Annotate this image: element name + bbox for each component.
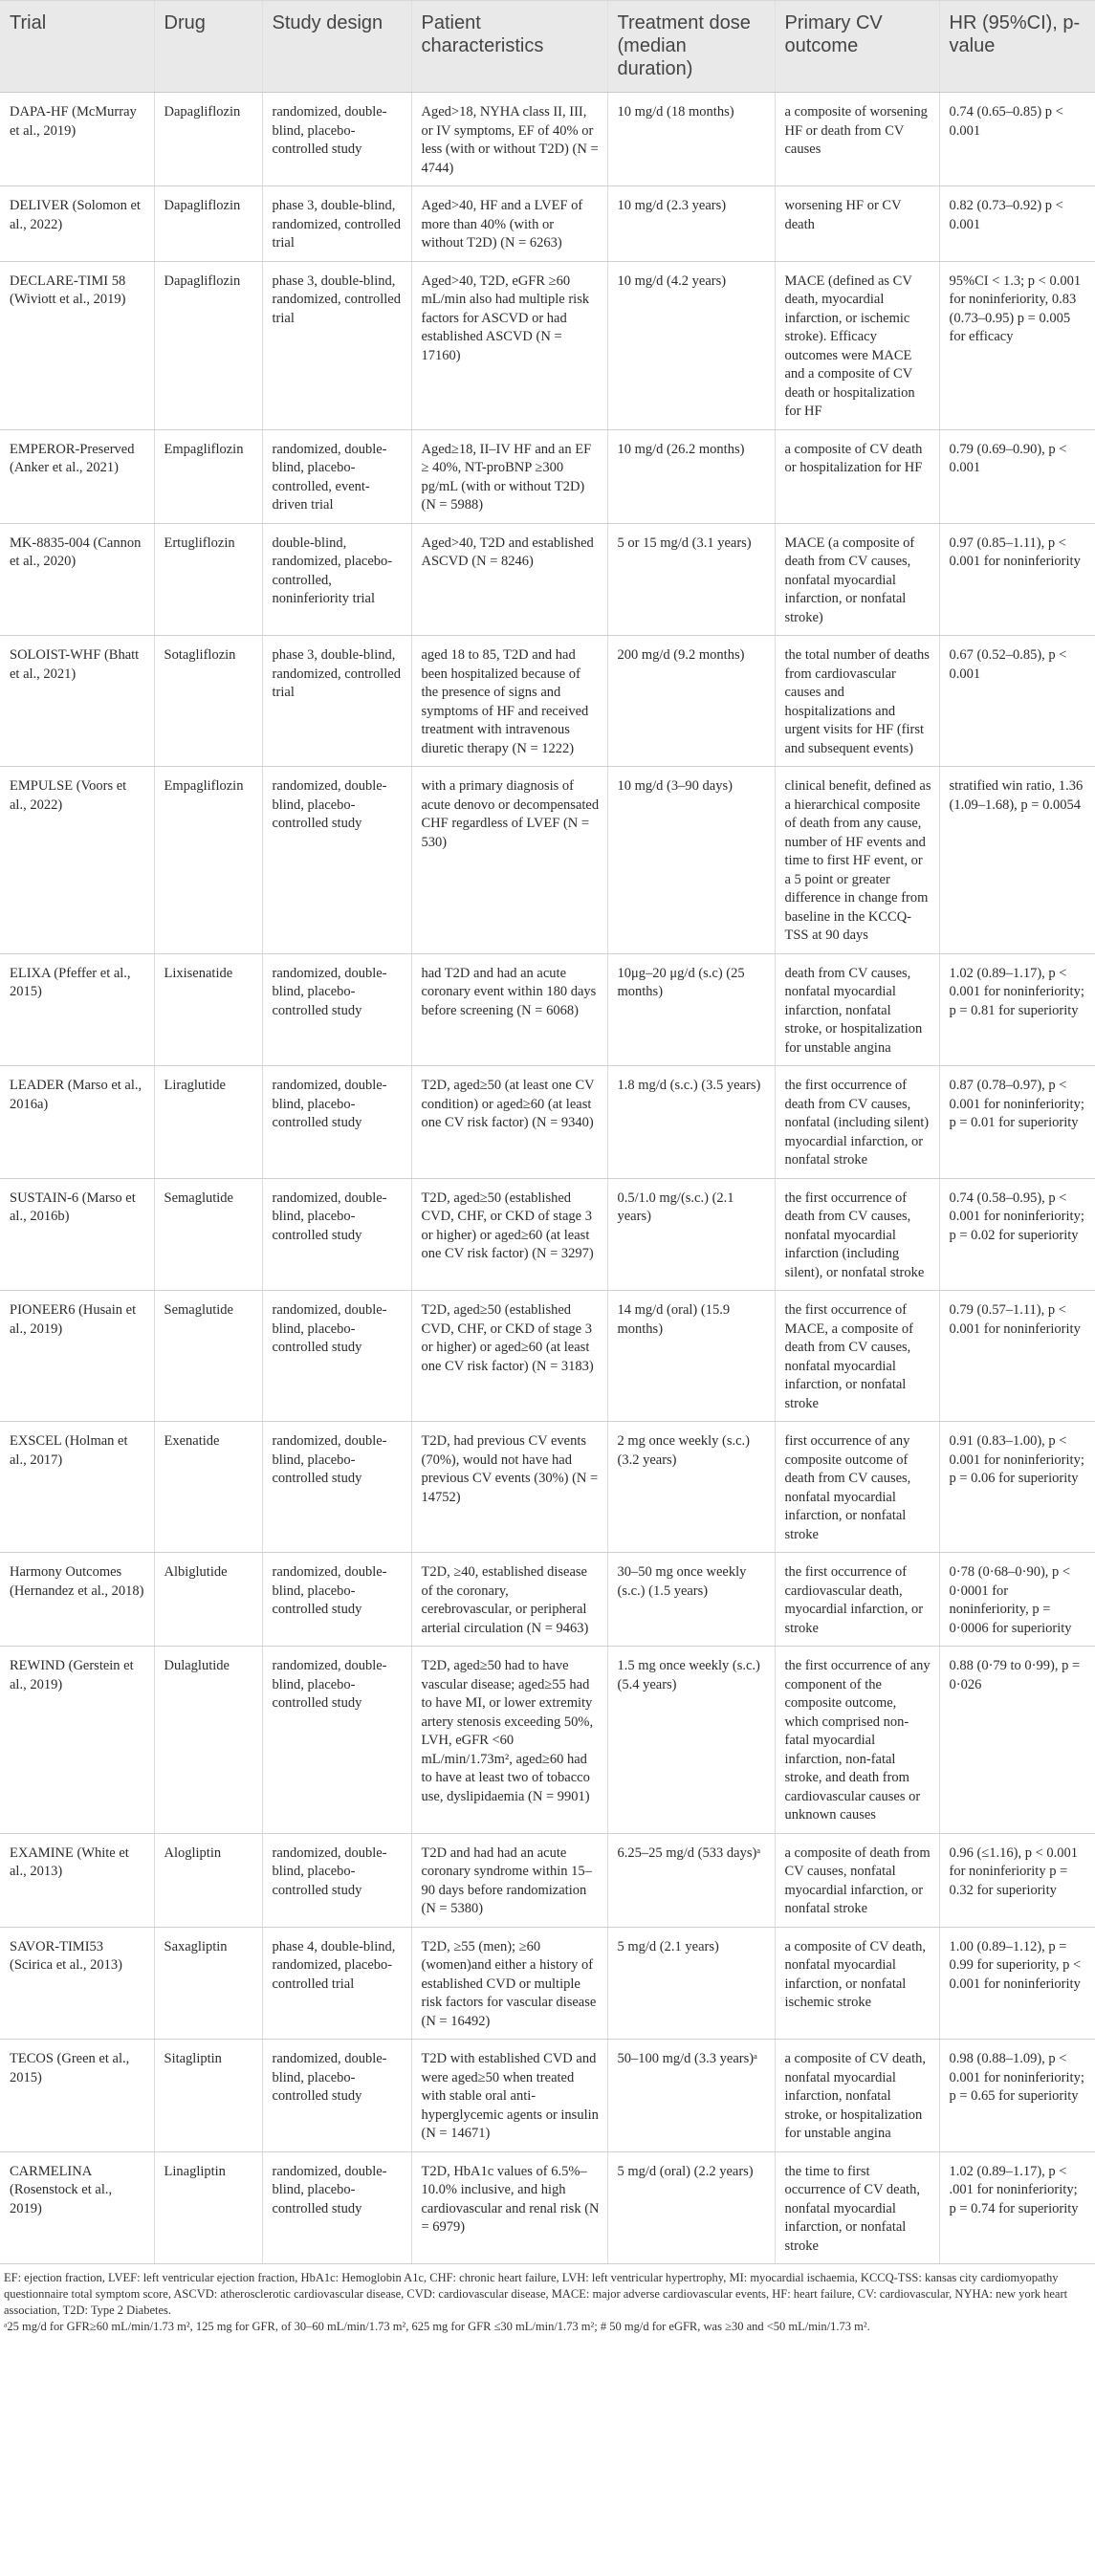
cell-trial: SOLOIST-WHF (Bhatt et al., 2021): [0, 636, 154, 767]
cell-primary-cv-outcome: a composite of CV death, nonfatal myocardial infarction, nonfatal stroke, or hospitalization for unstable angina: [775, 2040, 939, 2152]
cell-patient-characteristics: had T2D and had an acute coronary event within 180 days before screening (N = 6068): [411, 953, 607, 1066]
cell-drug: Semaglutide: [154, 1178, 262, 1291]
header-drug: Drug: [154, 1, 262, 93]
cell-primary-cv-outcome: a composite of CV death, nonfatal myocardial infarction, or nonfatal ischemic stroke: [775, 1927, 939, 2040]
cell-trial: ELIXA (Pfeffer et al., 2015): [0, 953, 154, 1066]
cell-hr-pvalue: 0.79 (0.57–1.11), p < 0.001 for noninferiority: [939, 1291, 1095, 1422]
table-header-row: [0, 1, 1095, 93]
cell-primary-cv-outcome: first occurrence of any composite outcome of death from CV causes, nonfatal myocardial infarction, or nonfatal stroke: [775, 1422, 939, 1553]
cell-primary-cv-outcome: MACE (defined as CV death, myocardial infarction, or ischemic stroke). Efficacy outcomes were MACE and a composite of CV death or hospitalization for HF: [775, 261, 939, 429]
cell-trial: Harmony Outcomes (Hernandez et al., 2018): [0, 1553, 154, 1647]
cell-drug: Empagliflozin: [154, 767, 262, 954]
table-row: [0, 523, 1095, 636]
header-trial: Trial: [0, 1, 154, 93]
cell-hr-pvalue: 0·78 (0·68–0·90), p < 0·0001 for noninferiority, p = 0·0006 for superiority: [939, 1553, 1095, 1647]
cell-study-design: double-blind, randomized, placebo-controlled, noninferiority trial: [262, 523, 411, 636]
cell-primary-cv-outcome: the total number of deaths from cardiovascular causes and hospitalizations and urgent visits for HF (first and subsequent events): [775, 636, 939, 767]
cell-hr-pvalue: 1.02 (0.89–1.17), p < .001 for noninferiority; p = 0.74 for superiority: [939, 2151, 1095, 2264]
cell-trial: EMPEROR-Preserved (Anker et al., 2021): [0, 429, 154, 523]
cell-hr-pvalue: stratified win ratio, 1.36 (1.09–1.68), p = 0.0054: [939, 767, 1095, 954]
footnote-dose: ᵃ25 mg/d for GFR≥60 mL/min/1.73 m², 125 mg for GFR, of 30–60 mL/min/1.73 m², 625 mg for GFR ≤30 mL/min/1.73 m²; # 50 mg/d for eGFR, was ≥30 and <50 mL/min/1.73 m².: [4, 2320, 870, 2333]
header-hr-pvalue: HR (95%CI), p-value: [939, 1, 1095, 93]
cell-study-design: randomized, double-blind, placebo-controlled study: [262, 1833, 411, 1927]
cell-hr-pvalue: 0.88 (0·79 to 0·99), p = 0·026: [939, 1647, 1095, 1834]
cell-study-design: randomized, double-blind, placebo-controlled study: [262, 2040, 411, 2152]
cell-treatment-dose: 6.25–25 mg/d (533 days)ᵃ: [607, 1833, 775, 1927]
cell-study-design: randomized, double-blind, placebo-controlled study: [262, 1178, 411, 1291]
cell-trial: SUSTAIN-6 (Marso et al., 2016b): [0, 1178, 154, 1291]
cell-hr-pvalue: 1.02 (0.89–1.17), p < 0.001 for noninferiority; p = 0.81 for superiority: [939, 953, 1095, 1066]
cell-drug: Exenatide: [154, 1422, 262, 1553]
cell-treatment-dose: 5 mg/d (2.1 years): [607, 1927, 775, 2040]
cell-treatment-dose: 30–50 mg once weekly (s.c.) (1.5 years): [607, 1553, 775, 1647]
cell-drug: Empagliflozin: [154, 429, 262, 523]
cell-drug: Lixisenatide: [154, 953, 262, 1066]
cell-primary-cv-outcome: the first occurrence of death from CV causes, nonfatal myocardial infarction (including silent), or nonfatal stroke: [775, 1178, 939, 1291]
cell-treatment-dose: 5 or 15 mg/d (3.1 years): [607, 523, 775, 636]
table-row: [0, 636, 1095, 767]
header-study-design: Study design: [262, 1, 411, 93]
table-row: [0, 1291, 1095, 1422]
cell-treatment-dose: 50–100 mg/d (3.3 years)ᵃ: [607, 2040, 775, 2152]
table-row: [0, 2040, 1095, 2152]
cell-hr-pvalue: 0.67 (0.52–0.85), p < 0.001: [939, 636, 1095, 767]
cell-trial: MK-8835-004 (Cannon et al., 2020): [0, 523, 154, 636]
cell-treatment-dose: 10 mg/d (18 months): [607, 93, 775, 186]
cell-drug: Dulaglutide: [154, 1647, 262, 1834]
header-patient-characteristics: Patient characteristics: [411, 1, 607, 93]
cell-trial: SAVOR-TIMI53 (Scirica et al., 2013): [0, 1927, 154, 2040]
table-row: [0, 953, 1095, 1066]
cell-treatment-dose: 10 mg/d (26.2 months): [607, 429, 775, 523]
cell-trial: CARMELINA (Rosenstock et al., 2019): [0, 2151, 154, 2264]
cell-drug: Semaglutide: [154, 1291, 262, 1422]
cell-patient-characteristics: Aged>40, T2D and established ASCVD (N = 8246): [411, 523, 607, 636]
cell-trial: LEADER (Marso et al., 2016a): [0, 1066, 154, 1179]
cell-primary-cv-outcome: the first occurrence of MACE, a composite of death from CV causes, nonfatal myocardial infarction, or nonfatal stroke: [775, 1291, 939, 1422]
footnote-abbreviations: EF: ejection fraction, LVEF: left ventricular ejection fraction, HbA1c: Hemoglobin A1c, CHF: chronic heart failure, LVH: left ventricular hypertrophy, MI: myocardial ischaemia, KCCQ-TSS: kansas city cardiomyopathy questionnaire total symptom score, ASCVD: atherosclerotic cardiovascular disease, CVD: cardiovascular disease, MACE: major adverse cardiovascular events, HF: heart failure, CV: cardiovascular, NYHA: new york heart association, T2D: Type 2 Diabetes.: [4, 2271, 1068, 2317]
cell-primary-cv-outcome: a composite of worsening HF or death from CV causes: [775, 93, 939, 186]
cell-primary-cv-outcome: MACE (a composite of death from CV causes, nonfatal myocardial infarction, or nonfatal stroke): [775, 523, 939, 636]
cell-hr-pvalue: 0.82 (0.73–0.92) p < 0.001: [939, 186, 1095, 262]
table-row: [0, 93, 1095, 186]
cell-treatment-dose: 10 mg/d (2.3 years): [607, 186, 775, 262]
cell-drug: Dapagliflozin: [154, 186, 262, 262]
cell-trial: EXAMINE (White et al., 2013): [0, 1833, 154, 1927]
cell-hr-pvalue: 0.97 (0.85–1.11), p < 0.001 for noninferiority: [939, 523, 1095, 636]
table-row: [0, 1927, 1095, 2040]
cell-patient-characteristics: T2D, aged≥50 (established CVD, CHF, or CKD of stage 3 or higher) or aged≥60 (at least one CV risk factor) (N = 3183): [411, 1291, 607, 1422]
cell-study-design: phase 3, double-blind, randomized, controlled trial: [262, 186, 411, 262]
table-row: [0, 1422, 1095, 1553]
cell-patient-characteristics: Aged>40, HF and a LVEF of more than 40% (with or without T2D) (N = 6263): [411, 186, 607, 262]
cell-primary-cv-outcome: worsening HF or CV death: [775, 186, 939, 262]
cell-drug: Ertugliflozin: [154, 523, 262, 636]
cell-patient-characteristics: Aged>18, NYHA class II, III, or IV symptoms, EF of 40% or less (with or without T2D) (N = 4744): [411, 93, 607, 186]
table-row: [0, 186, 1095, 262]
cell-primary-cv-outcome: death from CV causes, nonfatal myocardial infarction, nonfatal stroke, or hospitalization for unstable angina: [775, 953, 939, 1066]
cell-study-design: randomized, double-blind, placebo-controlled study: [262, 2151, 411, 2264]
table-row: [0, 1066, 1095, 1179]
cell-trial: EMPULSE (Voors et al., 2022): [0, 767, 154, 954]
cell-study-design: randomized, double-blind, placebo-controlled, event-driven trial: [262, 429, 411, 523]
cell-hr-pvalue: 0.98 (0.88–1.09), p < 0.001 for noninferiority; p = 0.65 for superiority: [939, 2040, 1095, 2152]
cell-study-design: randomized, double-blind, placebo-controlled study: [262, 1647, 411, 1834]
cell-patient-characteristics: Aged≥18, II–IV HF and an EF ≥ 40%, NT-proBNP ≥300 pg/mL (with or without T2D) (N = 5988): [411, 429, 607, 523]
cell-drug: Linagliptin: [154, 2151, 262, 2264]
cell-drug: Dapagliflozin: [154, 261, 262, 429]
cell-hr-pvalue: 95%CI < 1.3; p < 0.001 for noninferiority, 0.83 (0.73–0.95) p = 0.005 for efficacy: [939, 261, 1095, 429]
cell-patient-characteristics: T2D, aged≥50 (established CVD, CHF, or CKD of stage 3 or higher) or aged≥60 (at least one CV risk factor) (N = 3297): [411, 1178, 607, 1291]
cell-hr-pvalue: 0.79 (0.69–0.90), p < 0.001: [939, 429, 1095, 523]
header-primary-cv-outcome: Primary CV outcome: [775, 1, 939, 93]
cell-trial: TECOS (Green et al., 2015): [0, 2040, 154, 2152]
cell-patient-characteristics: T2D, had previous CV events (70%), would not have had previous CV events (30%) (N = 14752): [411, 1422, 607, 1553]
cell-treatment-dose: 0.5/1.0 mg/(s.c.) (2.1 years): [607, 1178, 775, 1291]
cell-primary-cv-outcome: a composite of death from CV causes, nonfatal myocardial infarction, or nonfatal stroke: [775, 1833, 939, 1927]
cell-trial: DECLARE-TIMI 58 (Wiviott et al., 2019): [0, 261, 154, 429]
cell-hr-pvalue: 0.74 (0.58–0.95), p < 0.001 for noninferiority; p = 0.02 for superiority: [939, 1178, 1095, 1291]
cell-drug: Albiglutide: [154, 1553, 262, 1647]
cell-hr-pvalue: 1.00 (0.89–1.12), p = 0.99 for superiority, p < 0.001 for noninferiority: [939, 1927, 1095, 2040]
cell-study-design: phase 3, double-blind, randomized, controlled trial: [262, 261, 411, 429]
cell-study-design: phase 4, double-blind, randomized, placebo-controlled trial: [262, 1927, 411, 2040]
table-row: [0, 1647, 1095, 1834]
cell-treatment-dose: 10 mg/d (3–90 days): [607, 767, 775, 954]
cell-treatment-dose: 5 mg/d (oral) (2.2 years): [607, 2151, 775, 2264]
table-row: [0, 2151, 1095, 2264]
cell-study-design: randomized, double-blind, placebo-controlled study: [262, 1291, 411, 1422]
cell-primary-cv-outcome: the first occurrence of cardiovascular death, myocardial infarction, or stroke: [775, 1553, 939, 1647]
table-body: [0, 93, 1095, 2264]
cell-study-design: randomized, double-blind, placebo-controlled study: [262, 1553, 411, 1647]
table-row: [0, 261, 1095, 429]
cell-drug: Alogliptin: [154, 1833, 262, 1927]
cell-patient-characteristics: T2D, aged≥50 had to have vascular disease; aged≥55 had to have MI, or lower extremity artery stenosis exceeding 50%, LVH, eGFR <60 mL/min/1.73m², aged≥60 had to have at least two of tobacco use, dyslipidaemia (N = 9901): [411, 1647, 607, 1834]
cell-patient-characteristics: T2D, HbA1c values of 6.5%–10.0% inclusive, and high cardiovascular and renal risk (N = 6979): [411, 2151, 607, 2264]
cell-treatment-dose: 200 mg/d (9.2 months): [607, 636, 775, 767]
cell-hr-pvalue: 0.91 (0.83–1.00), p < 0.001 for noninferiority; p = 0.06 for superiority: [939, 1422, 1095, 1553]
cell-patient-characteristics: aged 18 to 85, T2D and had been hospitalized because of the presence of signs and symptoms of HF and received treatment with intravenous diuretic therapy (N = 1222): [411, 636, 607, 767]
table-row: [0, 429, 1095, 523]
cell-trial: PIONEER6 (Husain et al., 2019): [0, 1291, 154, 1422]
cell-treatment-dose: 1.5 mg once weekly (s.c.) (5.4 years): [607, 1647, 775, 1834]
cell-primary-cv-outcome: a composite of CV death or hospitalization for HF: [775, 429, 939, 523]
cell-patient-characteristics: with a primary diagnosis of acute denovo or decompensated CHF regardless of LVEF (N = 530): [411, 767, 607, 954]
table-row: [0, 1178, 1095, 1291]
cell-hr-pvalue: 0.96 (≤1.16), p < 0.001 for noninferiority p = 0.32 for superiority: [939, 1833, 1095, 1927]
cell-drug: Liraglutide: [154, 1066, 262, 1179]
cell-treatment-dose: 1.8 mg/d (s.c.) (3.5 years): [607, 1066, 775, 1179]
cell-hr-pvalue: 0.74 (0.65–0.85) p < 0.001: [939, 93, 1095, 186]
cell-patient-characteristics: T2D, aged≥50 (at least one CV condition) or aged≥60 (at least one CV risk factor) (N = 9340): [411, 1066, 607, 1179]
cell-patient-characteristics: T2D and had had an acute coronary syndrome within 15–90 days before randomization (N = 5380): [411, 1833, 607, 1927]
cell-hr-pvalue: 0.87 (0.78–0.97), p < 0.001 for noninferiority; p = 0.01 for superiority: [939, 1066, 1095, 1179]
cell-primary-cv-outcome: the time to first occurrence of CV death, nonfatal myocardial infarction, or nonfatal stroke: [775, 2151, 939, 2264]
cell-treatment-dose: 2 mg once weekly (s.c.) (3.2 years): [607, 1422, 775, 1553]
cell-primary-cv-outcome: the first occurrence of any component of the composite outcome, which comprised non-fatal myocardial infarction, non-fatal stroke, and death from cardiovascular causes or unknown causes: [775, 1647, 939, 1834]
cell-drug: Dapagliflozin: [154, 93, 262, 186]
cell-trial: REWIND (Gerstein et al., 2019): [0, 1647, 154, 1834]
cell-study-design: randomized, double-blind, placebo-controlled study: [262, 1066, 411, 1179]
table-row: [0, 767, 1095, 954]
cell-patient-characteristics: T2D, ≥40, established disease of the coronary, cerebrovascular, or peripheral arterial circulation (N = 9463): [411, 1553, 607, 1647]
cell-primary-cv-outcome: clinical benefit, defined as a hierarchical composite of death from any cause, number of HF events and time to first HF event, or a 5 point or greater difference in change from baseline in the KCCQ-TSS at 90 days: [775, 767, 939, 954]
cell-drug: Sotagliflozin: [154, 636, 262, 767]
cell-study-design: randomized, double-blind, placebo-controlled study: [262, 953, 411, 1066]
table-row: [0, 1833, 1095, 1927]
cell-primary-cv-outcome: the first occurrence of death from CV causes, nonfatal (including silent) myocardial infarction, or nonfatal stroke: [775, 1066, 939, 1179]
cell-drug: Saxagliptin: [154, 1927, 262, 2040]
cell-patient-characteristics: T2D, ≥55 (men); ≥60 (women)and either a history of established CVD or multiple risk factors for vascular disease (N = 16492): [411, 1927, 607, 2040]
header-treatment-dose: Treatment dose (median duration): [607, 1, 775, 93]
cell-treatment-dose: 14 mg/d (oral) (15.9 months): [607, 1291, 775, 1422]
cell-patient-characteristics: T2D with established CVD and were aged≥50 when treated with stable oral anti-hyperglycemic agents or insulin (N = 14671): [411, 2040, 607, 2152]
footnotes: [0, 2270, 1095, 2335]
cell-study-design: randomized, double-blind, placebo-controlled study: [262, 767, 411, 954]
cell-study-design: randomized, double-blind, placebo-controlled study: [262, 93, 411, 186]
cell-study-design: phase 3, double-blind, randomized, controlled trial: [262, 636, 411, 767]
cell-trial: DAPA-HF (McMurray et al., 2019): [0, 93, 154, 186]
cell-patient-characteristics: Aged>40, T2D, eGFR ≥60 mL/min also had multiple risk factors for ASCVD or had established ASCVD (N = 17160): [411, 261, 607, 429]
cell-treatment-dose: 10μg–20 μg/d (s.c) (25 months): [607, 953, 775, 1066]
cell-trial: DELIVER (Solomon et al., 2022): [0, 186, 154, 262]
cell-trial: EXSCEL (Holman et al., 2017): [0, 1422, 154, 1553]
cell-drug: Sitagliptin: [154, 2040, 262, 2152]
table-row: [0, 1553, 1095, 1647]
cell-study-design: randomized, double-blind, placebo-controlled study: [262, 1422, 411, 1553]
cell-treatment-dose: 10 mg/d (4.2 years): [607, 261, 775, 429]
